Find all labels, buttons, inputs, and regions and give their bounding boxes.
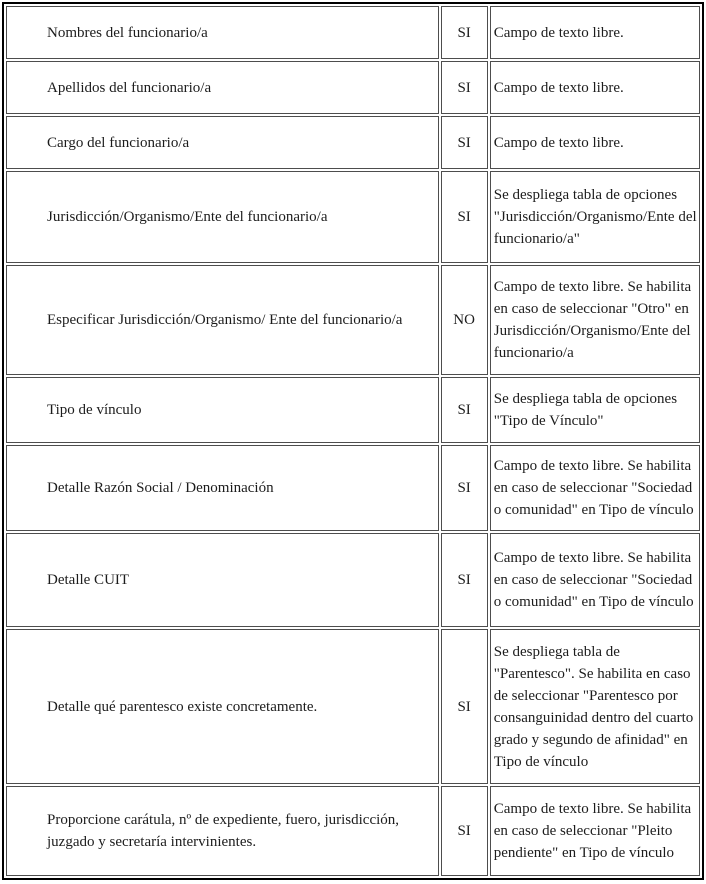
field-name-cell: Apellidos del funcionario/a <box>6 61 439 114</box>
required-cell: SI <box>441 116 488 169</box>
table-row <box>6 265 700 375</box>
required-cell: SI <box>441 629 488 784</box>
description-cell: Se despliega tabla de opciones "Jurisdicción/Organismo/Ente del funcionario/a" <box>490 171 700 263</box>
form-fields-table <box>2 2 704 880</box>
description-cell: Campo de texto libre. <box>490 61 700 114</box>
field-name-cell: Proporcione carátula, nº de expediente, fuero, jurisdicción, juzgado y secretaría intervinientes. <box>6 786 439 876</box>
table-row <box>6 61 700 114</box>
required-cell: SI <box>441 786 488 876</box>
field-name-cell: Detalle Razón Social / Denominación <box>6 445 439 531</box>
field-name-cell: Jurisdicción/Organismo/Ente del funcionario/a <box>6 171 439 263</box>
field-name-cell: Detalle CUIT <box>6 533 439 627</box>
table-body <box>6 6 700 876</box>
description-cell: Campo de texto libre. <box>490 6 700 59</box>
description-cell: Campo de texto libre. Se habilita en caso de seleccionar "Sociedad o comunidad" en Tipo de vínculo <box>490 533 700 627</box>
required-cell: SI <box>441 171 488 263</box>
table-row <box>6 6 700 59</box>
field-name-cell: Detalle qué parentesco existe concretamente. <box>6 629 439 784</box>
required-cell: SI <box>441 61 488 114</box>
table-row <box>6 629 700 784</box>
description-cell: Campo de texto libre. Se habilita en caso de seleccionar "Pleito pendiente" en Tipo de vínculo <box>490 786 700 876</box>
table-row <box>6 786 700 876</box>
description-cell: Se despliega tabla de "Parentesco". Se habilita en caso de seleccionar "Parentesco por consanguinidad dentro del cuarto grado y segundo de afinidad" en Tipo de vínculo <box>490 629 700 784</box>
field-name-cell: Especificar Jurisdicción/Organismo/ Ente del funcionario/a <box>6 265 439 375</box>
description-cell: Campo de texto libre. Se habilita en caso de seleccionar "Sociedad o comunidad" en Tipo de vínculo <box>490 445 700 531</box>
required-cell: SI <box>441 533 488 627</box>
field-name-cell: Cargo del funcionario/a <box>6 116 439 169</box>
table-row <box>6 533 700 627</box>
field-name-cell: Nombres del funcionario/a <box>6 6 439 59</box>
table-row <box>6 445 700 531</box>
table-row <box>6 171 700 263</box>
table-row <box>6 377 700 443</box>
description-cell: Se despliega tabla de opciones "Tipo de Vínculo" <box>490 377 700 443</box>
required-cell: SI <box>441 6 488 59</box>
description-cell: Campo de texto libre. <box>490 116 700 169</box>
description-cell: Campo de texto libre. Se habilita en caso de seleccionar "Otro" en Jurisdicción/Organismo/Ente del funcionario/a <box>490 265 700 375</box>
required-cell: SI <box>441 377 488 443</box>
field-name-cell: Tipo de vínculo <box>6 377 439 443</box>
table-row <box>6 116 700 169</box>
required-cell: NO <box>441 265 488 375</box>
required-cell: SI <box>441 445 488 531</box>
